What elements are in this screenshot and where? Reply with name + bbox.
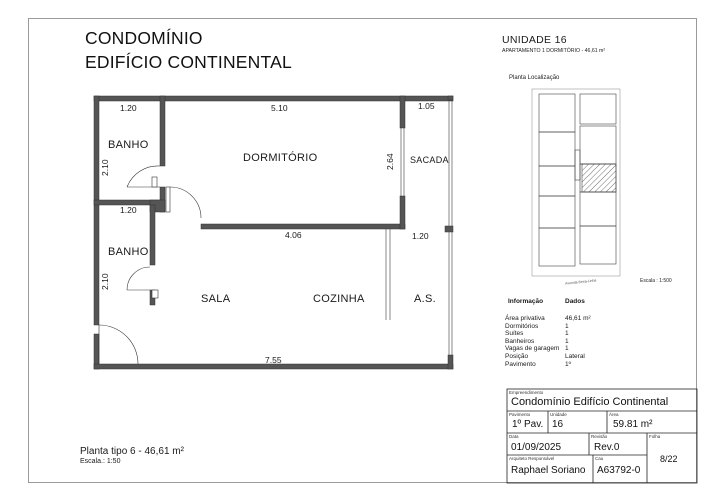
dim-bath1-width: 1.20 (120, 103, 137, 113)
tb-arquiteto-caption: Arquiteto Responsável (509, 456, 555, 461)
info-key: Dormitórios (505, 322, 539, 330)
tb-arquiteto: Raphael Soriano (511, 465, 586, 476)
dim-bath2-width: 1.20 (120, 205, 137, 215)
tb-data: 01/09/2025 (511, 442, 562, 453)
room-sala: SALA (201, 293, 231, 305)
title-line-1: CONDOMÍNIO (85, 28, 203, 48)
dim-bath2-height: 2.10 (100, 273, 110, 290)
tb-unidade-caption: Unidade (550, 412, 567, 417)
room-cozinha: COZINHA (313, 293, 365, 305)
room-banho-1: BANHO (108, 139, 149, 151)
tb-revisao: Rev.0 (594, 442, 620, 453)
room-sacada: SACADA (410, 155, 449, 165)
info-value: 1º (565, 360, 571, 368)
unit-title: UNIDADE 16 (502, 34, 567, 46)
tb-area: 59.81 m² (613, 419, 653, 430)
tb-data-caption: Data (509, 434, 519, 439)
info-value: 1 (565, 337, 569, 345)
tb-pavimento: 1º Pav. (512, 419, 544, 430)
tb-pavimento-caption: Pavimento (509, 412, 531, 417)
info-key: Posição (505, 352, 529, 360)
dim-dorm-width: 5.10 (271, 103, 288, 113)
tb-revisao-caption: Revisão (591, 434, 608, 439)
plan-caption-title: Planta tipo 6 - 46,61 m² (80, 446, 184, 457)
location-street: Avenida Beira-Linha (564, 278, 597, 286)
info-key: Área privativa (505, 315, 545, 322)
location-scale: Escala : 1:500 (640, 278, 672, 284)
room-dormitorio: DORMITÓRIO (243, 152, 318, 164)
unit-subtitle: APARTAMENTO 1 DORMITÓRIO - 46,61 m² (502, 48, 606, 54)
info-value: Lateral (565, 352, 585, 360)
info-col2-header: Dados (565, 298, 585, 305)
info-value: 1 (565, 322, 569, 330)
info-value: 1 (565, 345, 569, 353)
tb-cau: A63792-0 (597, 465, 641, 476)
room-as: A.S. (414, 293, 436, 305)
tb-area-caption: Área (609, 412, 619, 417)
info-key: Vagas de garagem (505, 345, 560, 353)
tb-empreendimento: Condomínio Edifício Continental (511, 396, 669, 408)
info-value: 1 (565, 330, 569, 338)
info-col1-header: Informação (508, 298, 544, 305)
tb-empreendimento-caption: Empreendimento (509, 390, 544, 395)
dim-bath1-height: 2.10 (100, 159, 110, 176)
dim-dorm-height: 2.64 (385, 153, 395, 170)
room-banho-2: BANHO (108, 246, 149, 258)
tb-folha-caption: Folha (649, 434, 661, 439)
title-line-2: EDIFÍCIO CONTINENTAL (85, 52, 292, 72)
tb-folha: 8/22 (660, 454, 678, 464)
info-key: Pavimento (505, 360, 536, 368)
location-plan-label: Planta Localização (509, 75, 560, 81)
plan-caption-scale: Escala.: 1:50 (80, 458, 121, 465)
dim-sacada-width: 1.05 (418, 101, 435, 111)
info-key: Suítes (505, 330, 524, 338)
info-key: Banheiros (505, 337, 535, 345)
info-value: 46,61 m² (565, 315, 591, 322)
dim-sala-width: 4.06 (285, 230, 302, 240)
tb-cau-caption: Cau (595, 456, 604, 461)
tb-unidade: 16 (552, 419, 564, 430)
dim-as-width: 1.20 (412, 231, 429, 241)
dim-total-width: 7.55 (265, 355, 282, 365)
